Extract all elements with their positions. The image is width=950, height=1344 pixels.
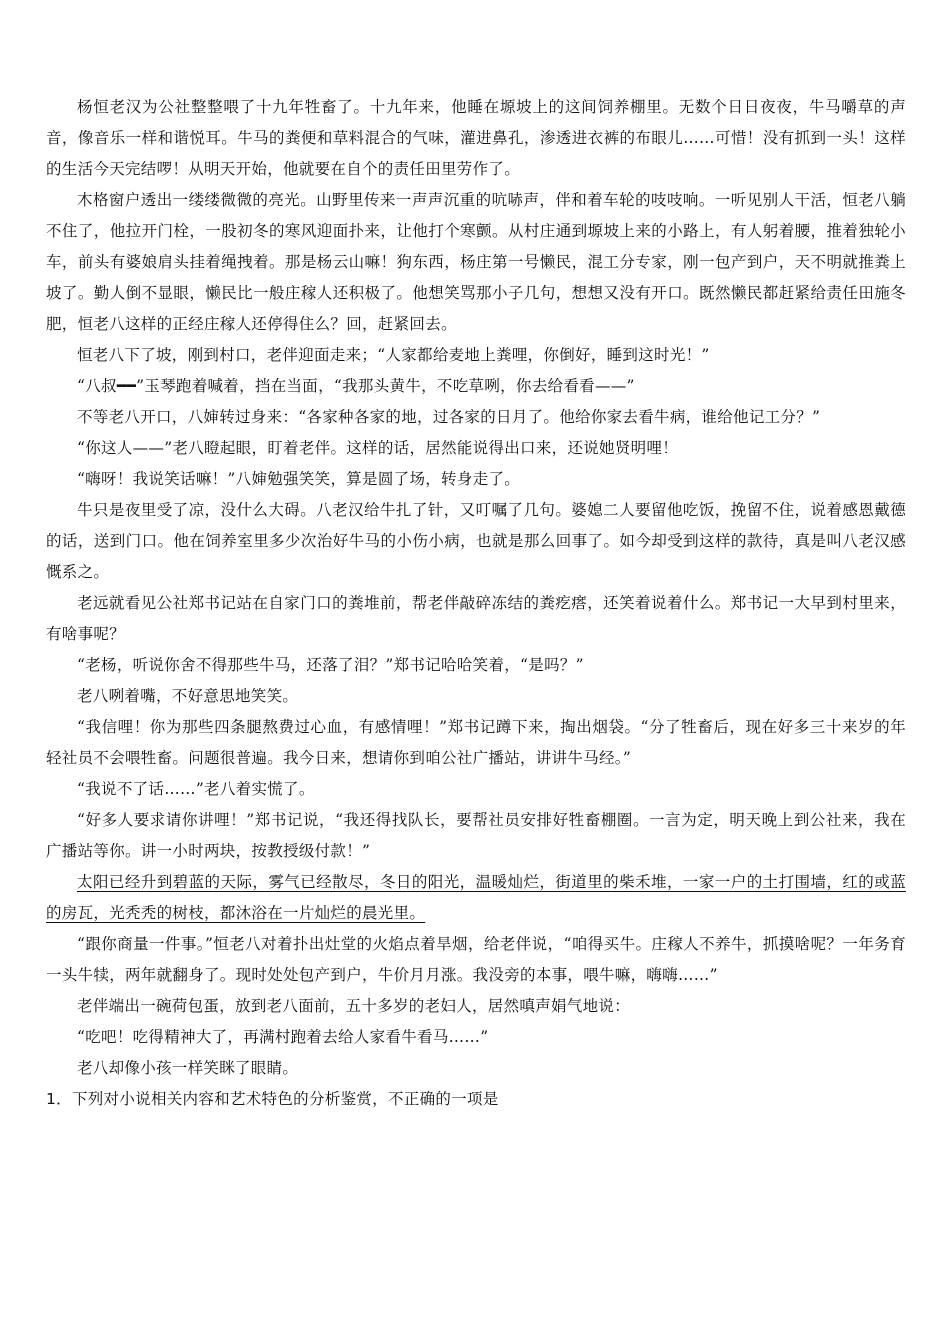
closing-paragraph-3: “吃吧！吃得精神大了，再满村跑着去给人家看牛看马……” [77, 1028, 489, 1046]
story-paragraph-12: “我信哩！你为那些四条腿熬费过心血，有感情哩！”郑书记蹲下来，掏出烟袋。“分了牲畜后，现在好多三十来岁的年轻社员不会喂牲畜。问题很普遍。我今日来，想请你到咱公社广播站，讲讲牛马经。” [46, 718, 906, 767]
story-paragraph-5: 不等老八开口，八婶转过身来：“各家种各家的地，过各家的日月了。他给你家去看牛病，谁给他记工分？” [77, 408, 821, 426]
closing-paragraph-2: 老伴端出一碗荷包蛋，放到老八面前，五十多岁的老妇人，居然嗔声娟气地说： [77, 997, 631, 1015]
closing-paragraph-1: “跟你商量一件事。”恒老八对着扑出灶堂的火焰点着旱烟，给老伴说，“咱得买牛。庄稼人不养牛，抓摸啥呢？一年务育一头牛犊，两年就翻身了。现时处处包产到户，牛价月月涨。我没旁的本事，喂牛嘛，嗨嗨……” [46, 935, 906, 984]
question-1: 1．下列对小说相关内容和艺术特色的分析鉴赏，不正确的一项是 [46, 1090, 499, 1108]
story-paragraph-9: 老远就看见公社郑书记站在自家门口的粪堆前，帮老伴敲碎冻结的粪疙瘩，还笑着说着什么。郑书记一大早到村里来，有啥事呢？ [46, 594, 906, 643]
story-paragraph-2: 木格窗户透出一缕缕微微的亮光。山野里传来一声声沉重的吭哧声，伴和着车轮的吱吱响。一听见别人干活，恒老八躺不住了，他拉开门栓，一股初冬的寒风迎面扑来，让他打个寒颤。从村庄通到塬坡上来的小路上，有人躬着腰，推着独轮小车，前头有婆娘肩头挂着绳拽着。那是杨云山嘛！狗东西，杨庄第一号懒民，混工分专家，刚一包产到户，天不明就推粪上坡了。勤人倒不显眼，懒民比一般庄稼人还积极了。他想笑骂那小子几句，想想又没有开口。既然懒民都赶紧给责任田施冬肥，恒老八这样的正经庄稼人还停得住么？回，赶紧回去。 [46, 191, 906, 333]
underlined-passage [46, 867, 906, 929]
story-paragraph-14: “好多人要求请你讲哩！”郑书记说，“我还得找队长，要帮社员安排好牲畜棚圈。一言为定，明天晚上到公社来，我在广播站等你。讲一小时两块，按教授级付款！” [46, 811, 906, 860]
story-paragraph-10: “老杨，听说你舍不得那些牛马，还落了泪？”郑书记哈哈笑着，“是吗？” [77, 656, 584, 674]
story-paragraph-1: 杨恒老汉为公社整整喂了十九年牲畜了。十九年来，他睡在塬坡上的这间饲养棚里。无数个日日夜夜，牛马嚼草的声音，像音乐一样和谐悦耳。牛马的粪便和草料混合的气味，灌进鼻孔，渗透进衣裤的布眼儿……可惜！没有抓到一头！这样的生活今天完结啰！从明天开始，他就要在自个的责任田里劳作了。 [46, 98, 906, 178]
story-paragraph-11: 老八咧着嘴，不好意思地笑笑。 [77, 687, 299, 705]
story-paragraph-13: “我说不了话……”老八着实慌了。 [77, 780, 315, 798]
story-paragraph-7: “嗨呀！我说笑话嘛！”八婶勉强笑笑，算是圆了场，转身走了。 [77, 470, 521, 488]
closing-paragraph-4: 老八却像小孩一样笑眯了眼睛。 [77, 1059, 299, 1077]
underlined-passage-text: 太阳已经升到碧蓝的天际，雾气已经散尽，冬日的阳光，温暖灿烂，街道里的柴禾堆，一家一户的土打围墙，红的或蓝的房瓦，光秃秃的树枝，都沐浴在一片灿烂的晨光里。 [46, 873, 906, 922]
story-paragraph-6: “你这人——”老八瞪起眼，盯着老伴。这样的话，居然能说得出口来，还说她贤明哩！ [77, 439, 679, 457]
story-paragraph-8: 牛只是夜里受了凉，没什么大碍。八老汉给牛扎了针，又叮嘱了几句。婆媳二人要留他吃饭，挽留不住，说着感恩戴德的话，送到门口。他在饲养室里多少次治好牛马的小伤小病，也就是那么回事了。如今却受到这样的款待，真是叫八老汉感慨系之。 [46, 501, 906, 581]
story-paragraph-3: 恒老八下了坡，刚到村口，老伴迎面走来；“人家都给麦地上粪哩，你倒好，睡到这时光！” [77, 346, 710, 364]
story-paragraph-4: “八叔━━”玉琴跑着喊着，挡在当面，“我那头黄牛，不吃草咧，你去给看看——” [77, 377, 635, 395]
document-page [46, 92, 906, 1115]
